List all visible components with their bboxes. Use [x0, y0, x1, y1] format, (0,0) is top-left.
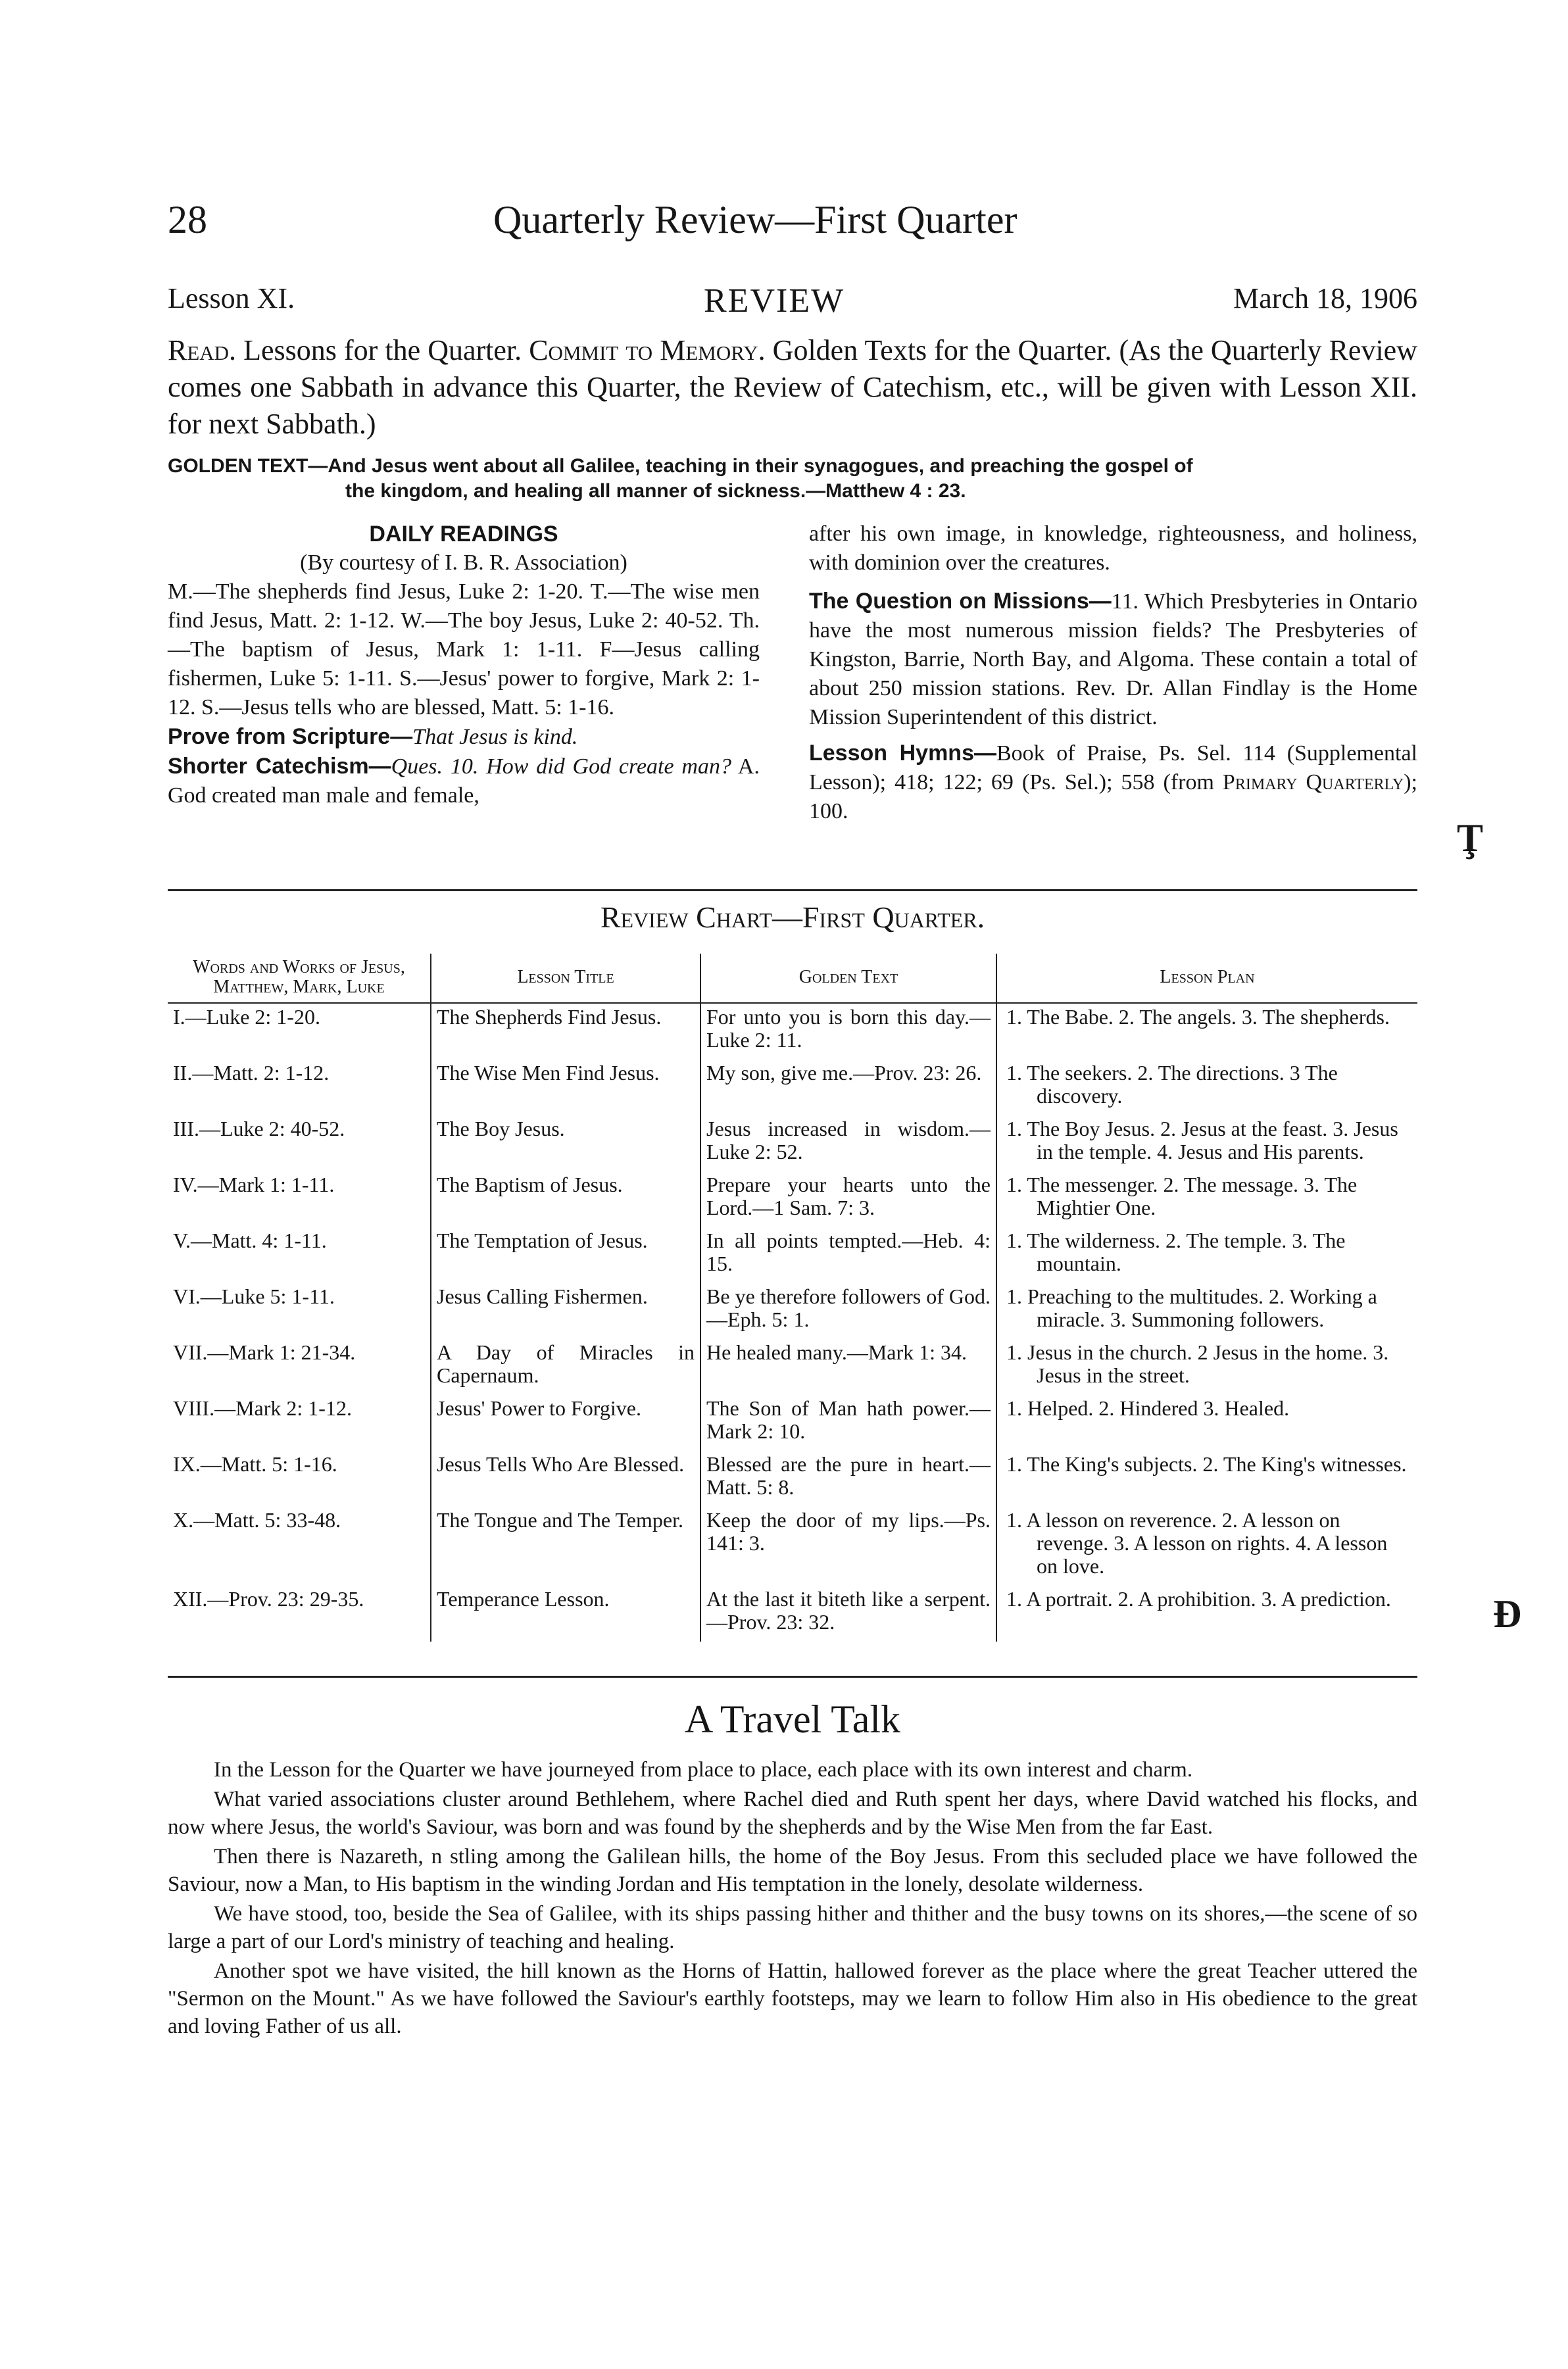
- header-words-and-works: Words and Works of Jesus, Matthew, Mark, Luke: [168, 954, 431, 1003]
- daily-readings-courtesy: (By courtesy of I. B. R. Association): [300, 550, 627, 575]
- travel-paragraph: Another spot we have visited, the hill known as the Horns of Hattin, hallowed forever as the place where the great Teacher uttered the "Sermon on the Mount." As we have followed the Saviour's earthly footsteps, may we learn to follow Him also in His obedience to the great and loving Father of us all.: [168, 1959, 1417, 2038]
- cell-golden-text: My son, give me.—Prov. 23: 26.: [700, 1060, 996, 1115]
- travel-paragraph: What varied associations cluster around Bethlehem, where Rachel died and Ruth spent her days, where David watched his flocks, and now where Jesus, the world's Saviour, was born and was found by the shepherds and by the Wise Men from the far East.: [168, 1788, 1417, 1839]
- margin-mark: Ð: [1493, 1592, 1522, 1636]
- cell-lesson-plan: 1. Jesus in the church. 2 Jesus in the home. 3. Jesus in the street.: [996, 1339, 1417, 1395]
- hymns-end: ); 100.: [809, 770, 1417, 823]
- golden-text-line2: the kingdom, and healing all manner of sickness.—Matthew 4 : 23.: [345, 480, 966, 502]
- lesson-date: March 18, 1906: [1233, 282, 1417, 314]
- cell-lesson-plan: 1. The wilderness. 2. The temple. 3. The mountain.: [996, 1227, 1417, 1283]
- right-column: [809, 520, 1417, 826]
- table-row: [168, 1586, 1417, 1642]
- cell-reference: I.—Luke 2: 1-20.: [173, 1005, 320, 1029]
- review-chart-header-row: [168, 954, 1417, 1003]
- cell-reference: IX.—Matt. 5: 1-16.: [173, 1452, 337, 1476]
- hymns-source: Primary Quarterly: [1222, 770, 1404, 794]
- cell-reference: VIII.—Mark 2: 1-12.: [173, 1396, 352, 1420]
- cell-golden-text: Prepare your hearts unto the Lord.—1 Sam. 7: 3.: [700, 1171, 996, 1227]
- cell-reference: V.—Matt. 4: 1-11.: [173, 1229, 327, 1252]
- table-row: [168, 1283, 1417, 1339]
- cell-lesson-title: Jesus Tells Who Are Blessed.: [431, 1451, 700, 1507]
- read-text: Lessons for the Quarter.: [236, 334, 529, 366]
- cell-reference: II.—Matt. 2: 1-12.: [173, 1061, 330, 1085]
- table-row: [168, 1395, 1417, 1451]
- prove-text: That Jesus is kind.: [412, 725, 578, 749]
- cell-golden-text: The Son of Man hath power.—Mark 2: 10.: [700, 1395, 996, 1451]
- cell-lesson-plan: 1. The King's subjects. 2. The King's witnesses.: [996, 1451, 1417, 1507]
- catechism-label: Shorter Catechism—: [168, 754, 391, 779]
- review-chart-title: Review Chart—First Quarter.: [600, 900, 985, 934]
- cell-lesson-title: The Tongue and The Temper.: [431, 1507, 700, 1586]
- travel-talk-title: A Travel Talk: [684, 1697, 901, 1741]
- cell-golden-text: At the last it biteth like a serpent.—Prov. 23: 32.: [700, 1586, 996, 1642]
- cell-reference: IV.—Mark 1: 1-11.: [173, 1173, 335, 1196]
- commit-label: Commit to Memory.: [529, 334, 766, 366]
- cell-lesson-plan: 1. The Boy Jesus. 2. Jesus at the feast. 3. Jesus in the temple. 4. Jesus and His parents.: [996, 1115, 1417, 1171]
- commit-text: Golden Texts for the Quarter. (As the Quarterly Review comes one Sabbath in advance this Quarter, the Review of Catechism, etc., will be given with Lesson XII. for next Sabbath.): [168, 334, 1417, 440]
- table-row: [168, 1003, 1417, 1060]
- lesson-number: Lesson XI.: [168, 282, 295, 314]
- table-row: [168, 1507, 1417, 1586]
- review-chart-table: [168, 954, 1417, 1642]
- missions-question: [809, 587, 1417, 732]
- golden-text: [168, 454, 1417, 504]
- margin-mark: Ţ: [1457, 816, 1484, 860]
- golden-text-line1: GOLDEN TEXT—And Jesus went about all Galilee, teaching in their synagogues, and preaching the gospel of: [168, 455, 1193, 477]
- cell-lesson-title: Jesus' Power to Forgive.: [431, 1395, 700, 1451]
- cell-reference: VI.—Luke 5: 1-11.: [173, 1284, 335, 1308]
- review-chart-body: [168, 1003, 1417, 1642]
- cell-lesson-plan: 1. Preaching to the multitudes. 2. Working a miracle. 3. Summoning followers.: [996, 1283, 1417, 1339]
- daily-readings-body: M.—The shepherds find Jesus, Luke 2: 1-20. T.—The wise men find Jesus, Matt. 2: 1-12. W.—The boy Jesus, Luke 2: 40-52. Th.—The baptism of Jesus, Mark 1: 1-11. F—Jesus calling fishermen, Luke 5: 1-11. S.—Jesus' power to forgive, Mark 2: 1-12. S.—Jesus tells who are blessed, Matt. 5: 1-16.: [168, 579, 760, 720]
- cell-golden-text: Blessed are the pure in heart.—Matt. 5: 8.: [700, 1451, 996, 1507]
- table-row: [168, 1227, 1417, 1283]
- travel-paragraph: We have stood, too, beside the Sea of Galilee, with its ships passing hither and thither and the busy towns on its shores,—the scene of so large a part of our Lord's ministry of teaching and healing.: [168, 1902, 1417, 1953]
- page-number: 28: [168, 198, 207, 241]
- header-golden-text: Golden Text: [700, 954, 996, 1003]
- missions-label: The Question on Missions—: [809, 589, 1112, 614]
- cell-golden-text: Be ye therefore followers of God.—Eph. 5: 1.: [700, 1283, 996, 1339]
- running-head: Quarterly Review—First Quarter: [493, 198, 1017, 241]
- catechism-question: Ques. 10. How did God create man?: [391, 754, 731, 779]
- shorter-catechism: [168, 752, 760, 810]
- travel-paragraph: In the Lesson for the Quarter we have journeyed from place to place, each place with its own interest and charm.: [214, 1758, 1193, 1782]
- cell-lesson-plan: 1. The seekers. 2. The directions. 3 The discovery.: [996, 1060, 1417, 1115]
- cell-lesson-title: Jesus Calling Fishermen.: [431, 1283, 700, 1339]
- cell-lesson-plan: 1. A portrait. 2. A prohibition. 3. A prediction.: [996, 1586, 1417, 1642]
- travel-paragraph: Then there is Nazareth, n stling among the Galilean hills, the home of the Boy Jesus. From this secluded place we have followed the Saviour, now a Man, to His baptism in the winding Jordan and His temptation in the lonely, desolate wilderness.: [168, 1845, 1417, 1896]
- lesson-intro: [168, 332, 1417, 443]
- catechism-continuation: after his own image, in knowledge, righteousness, and holiness, with dominion over the creatures.: [809, 522, 1417, 575]
- cell-lesson-plan: 1. The Babe. 2. The angels. 3. The shepherds.: [996, 1003, 1417, 1060]
- prove-from-scripture: [168, 722, 760, 752]
- cell-golden-text: Keep the door of my lips.—Ps. 141: 3.: [700, 1507, 996, 1586]
- lesson-hymns: [809, 739, 1417, 826]
- hymns-label: Lesson Hymns—: [809, 741, 996, 766]
- cell-lesson-title: A Day of Miracles in Capernaum.: [431, 1339, 700, 1395]
- header-lesson-title: Lesson Title: [431, 954, 700, 1003]
- cell-reference: X.—Matt. 5: 33-48.: [173, 1508, 341, 1532]
- cell-lesson-title: The Baptism of Jesus.: [431, 1171, 700, 1227]
- read-label: Read.: [168, 334, 237, 366]
- cell-lesson-title: The Boy Jesus.: [431, 1115, 700, 1171]
- cell-lesson-title: The Shepherds Find Jesus.: [431, 1003, 700, 1060]
- hymns-text: Book of Praise, Ps. Sel. 114 (Supplemental Lesson); 418; 122; 69 (Ps. Sel.); 558 (from: [809, 741, 1417, 794]
- table-row: [168, 1339, 1417, 1395]
- daily-readings-heading: DAILY READINGS: [369, 522, 558, 547]
- lesson-title: REVIEW: [704, 282, 845, 320]
- divider-bottom: [168, 1676, 1417, 1678]
- table-row: [168, 1060, 1417, 1115]
- table-row: [168, 1115, 1417, 1171]
- cell-reference: VII.—Mark 1: 21-34.: [173, 1340, 356, 1364]
- cell-reference: III.—Luke 2: 40-52.: [173, 1117, 345, 1140]
- prove-label: Prove from Scripture—: [168, 724, 413, 749]
- divider-top: [168, 889, 1417, 891]
- cell-golden-text: He healed many.—Mark 1: 34.: [700, 1339, 996, 1395]
- table-row: [168, 1171, 1417, 1227]
- daily-readings: [168, 520, 760, 810]
- cell-golden-text: Jesus increased in wisdom.—Luke 2: 52.: [700, 1115, 996, 1171]
- header-lesson-plan: Lesson Plan: [996, 954, 1417, 1003]
- cell-lesson-plan: 1. The messenger. 2. The message. 3. The Mightier One.: [996, 1171, 1417, 1227]
- cell-lesson-plan: 1. Helped. 2. Hindered 3. Healed.: [996, 1395, 1417, 1451]
- cell-lesson-title: The Temptation of Jesus.: [431, 1227, 700, 1283]
- cell-lesson-plan: 1. A lesson on reverence. 2. A lesson on revenge. 3. A lesson on rights. 4. A lesson on love.: [996, 1507, 1417, 1586]
- catechism-answer: A. God created man male and female,: [168, 754, 760, 808]
- table-row: [168, 1451, 1417, 1507]
- cell-lesson-title: The Wise Men Find Jesus.: [431, 1060, 700, 1115]
- cell-reference: XII.—Prov. 23: 29-35.: [173, 1587, 364, 1611]
- cell-golden-text: For unto you is born this day.—Luke 2: 11.: [700, 1003, 996, 1060]
- cell-lesson-title: Temperance Lesson.: [431, 1586, 700, 1642]
- cell-golden-text: In all points tempted.—Heb. 4: 15.: [700, 1227, 996, 1283]
- travel-talk-body: [168, 1756, 1417, 2042]
- missions-text: 11. Which Presbyteries in Ontario have the most numerous mission fields? The Presbyteries of Kingston, Barrie, North Bay, and Algoma. These contain a total of about 250 mission stations. Rev. Dr. Allan Findlay is the Home Mission Superintendent of this district.: [809, 589, 1417, 729]
